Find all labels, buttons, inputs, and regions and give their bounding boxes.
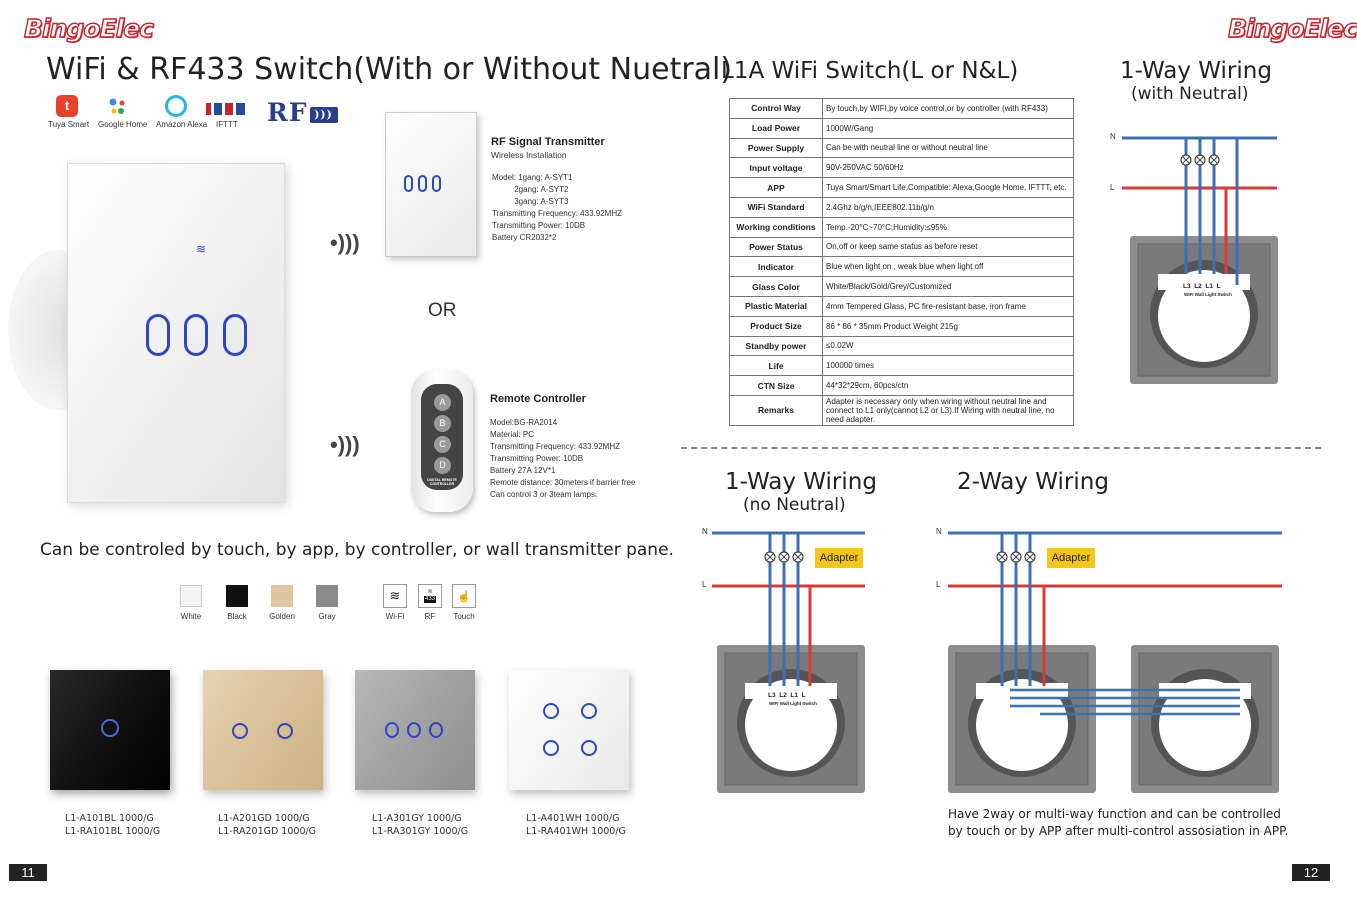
touch-icon: ☝ [452,584,476,608]
model-numbers: L1-A301GY 1000/G L1-RA301GY 1000/G [372,813,469,837]
spec-value: 1000W/Gang [823,118,1074,138]
tuya-smart-icon: t [56,95,78,117]
page-number-left: 11 [9,864,47,881]
color-label: Black [227,612,247,621]
color-label: Gray [318,612,336,621]
multi-way-note: Have 2way or multi-way function and can be controlled by touch or by APP after multi-control assosiation in APP. [948,807,1289,838]
color-label: White [180,612,202,621]
remote-label: DIGITAL REMOTE CONTROLLER [427,478,457,486]
spec-value: 86 * 86 * 35mm Product Weight 215g [823,316,1074,336]
neutral-line-label: N [936,527,942,536]
remote-specs: Model:BG-RA2014 Material: PC Transmitting Frequency: 433.92MHZ Transmitting Power: 10DB Battery 27A 12V*1 Remote distance: 30meters if barrier free Can control 3 or 3team lamps. [490,418,636,499]
spec-key: WiFi Standard [730,197,823,217]
diagram-1way-no-neutral [712,533,865,793]
switch-module [948,645,1096,793]
color-label: Golden [269,612,295,621]
spec-value: Temp.-20°C~70°C;Humidity:≤95% [823,217,1074,237]
diagram-2way [948,533,1282,793]
page-number-right: 12 [1292,864,1330,881]
spec-key: Remarks [730,395,823,425]
spec-key: Input voltage [730,158,823,178]
spec-key: Product Size [730,316,823,336]
spec-key: Standby power [730,336,823,356]
adapter-badge: Adapter [1047,548,1095,568]
spec-value: By touch,by WIFI,by voice control,or by controller (with RF433) [823,99,1074,119]
signal-waves-icon: •))) [330,230,360,255]
live-line-label: L [1110,183,1115,192]
terminal-labels: L3 L2 L1 L [1183,283,1221,290]
transmitter-title: RF Signal Transmitter [491,136,605,148]
remote-button-b[interactable]: B [434,415,451,432]
brand-logo-right: BingoElec [1228,14,1357,43]
spec-value: ≤0.02W [823,336,1074,356]
transmitter-specs: Model: 1gang: A-SYT1 2gang: A-SYT2 3gang: A-SYT3 Transmitting Frequency: 433.92MHZ Transmitting Power: 10DB Battery CR2032*2 [492,173,622,242]
live-line-label: L [702,580,707,589]
spec-key: Indicator [730,257,823,277]
spec-key: Load Power [730,118,823,138]
switch-module [1130,236,1278,384]
wiring-2way-title: 2-Way Wiring [957,469,1109,495]
rf-logo-text: RF [267,98,308,127]
neutral-line-label: N [1110,132,1116,141]
switch-module [717,645,865,793]
transmitter-subtitle: Wireless Installation [491,150,567,160]
spec-value: 2.4Ghz b/g/n,IEEE802.11b/g/n [823,197,1074,217]
remote-title: Remote Controller [490,393,586,405]
spec-key: CTN Size [730,376,823,396]
spec-key: Power Status [730,237,823,257]
module-label: WIFI Wall Light Switch [769,701,817,706]
spec-value: Tuya Smart/Smart Life,Compatible: Alexa,Google Home, IFTTT, etc. [823,178,1074,198]
spec-key: Glass Color [730,277,823,297]
wifi-icon: ≋ [383,584,407,608]
spec-value: Can be with neutral line or without neutral line [823,138,1074,158]
wiring-no-neutral-subtitle: (no Neutral) [743,495,846,515]
spec-value: 44*32*29cm, 60pcs/ctn [823,376,1074,396]
switch-module [1131,645,1279,793]
module-label: WIFI Wall Light Switch [1184,292,1232,297]
spec-value: 100000 times [823,356,1074,376]
spec-value: White/Black/Gold/Grey/Customized [823,277,1074,297]
terminal-labels: L3 L2 L1 L [768,692,806,699]
feature-label: RF [424,612,436,621]
diagram-1way-neutral [1122,138,1278,384]
wiring-no-neutral-title: 1-Way Wiring [725,469,877,495]
signal-waves-icon: •))) [330,432,360,457]
platform-label: Google Home [98,120,148,129]
spec-key: Working conditions [730,217,823,237]
model-numbers: L1-A201GD 1000/G L1-RA201GD 1000/G [218,813,317,837]
feature-label: Wi-Fi [385,612,405,621]
rf-waves-icon: ))) [310,107,338,123]
model-numbers: L1-A101BL 1000/G L1-RA101BL 1000/G [65,813,161,837]
rf-433-icon: ≋ 433 [418,584,442,608]
wiring-neutral-subtitle: (with Neutral) [1131,84,1249,104]
spec-key: APP [730,178,823,198]
rf-433-text: 433 [424,596,435,602]
adapter-badge: Adapter [815,548,863,568]
control-description: Can be controled by touch, by app, by controller, or wall transmitter pane. [40,540,674,560]
platform-label: Amazon Alexa [156,120,208,129]
spec-key: Control Way [730,99,823,119]
remote-button-c[interactable]: C [434,436,451,453]
spec-key: Power Supply [730,138,823,158]
brand-logo-left: BingoElec [24,14,153,43]
spec-value: 90V-250VAC 50/60Hz [823,158,1074,178]
left-page-title: WiFi & RF433 Switch(With or Without Nuetral) [46,52,733,87]
wifi-indicator-icon: ≋ [196,242,207,256]
neutral-line-label: N [702,527,708,536]
platform-label: IFTTT [216,120,238,129]
feature-label: Touch [453,612,475,621]
spec-value: 4mm Tempered Glass, PC fire-resistant base, iron frame [823,296,1074,316]
model-numbers: L1-A401WH 1000/G L1-RA401WH 1000/G [526,813,626,837]
right-page-title: L1A WiFi Switch(L or N&L) [721,58,1019,84]
spec-key: Plastic Material [730,296,823,316]
spec-key: Life [730,356,823,376]
wiring-neutral-title: 1-Way Wiring [1120,58,1272,84]
spec-value: Blue when light on , weak blue when light off [823,257,1074,277]
spec-value: On,off or keep same status as before reset [823,237,1074,257]
remote-button-d[interactable]: D [434,457,451,474]
live-line-label: L [936,580,941,589]
spec-value: Adapter is necessary only when wiring without neutral line and connect to L1 only(cannot L2 or L3).If Wiring with neutral line, no need adapter. [823,395,1074,425]
or-label: OR [428,300,457,321]
platform-label: Tuya Smart [48,120,90,129]
remote-button-a[interactable]: A [434,394,451,411]
